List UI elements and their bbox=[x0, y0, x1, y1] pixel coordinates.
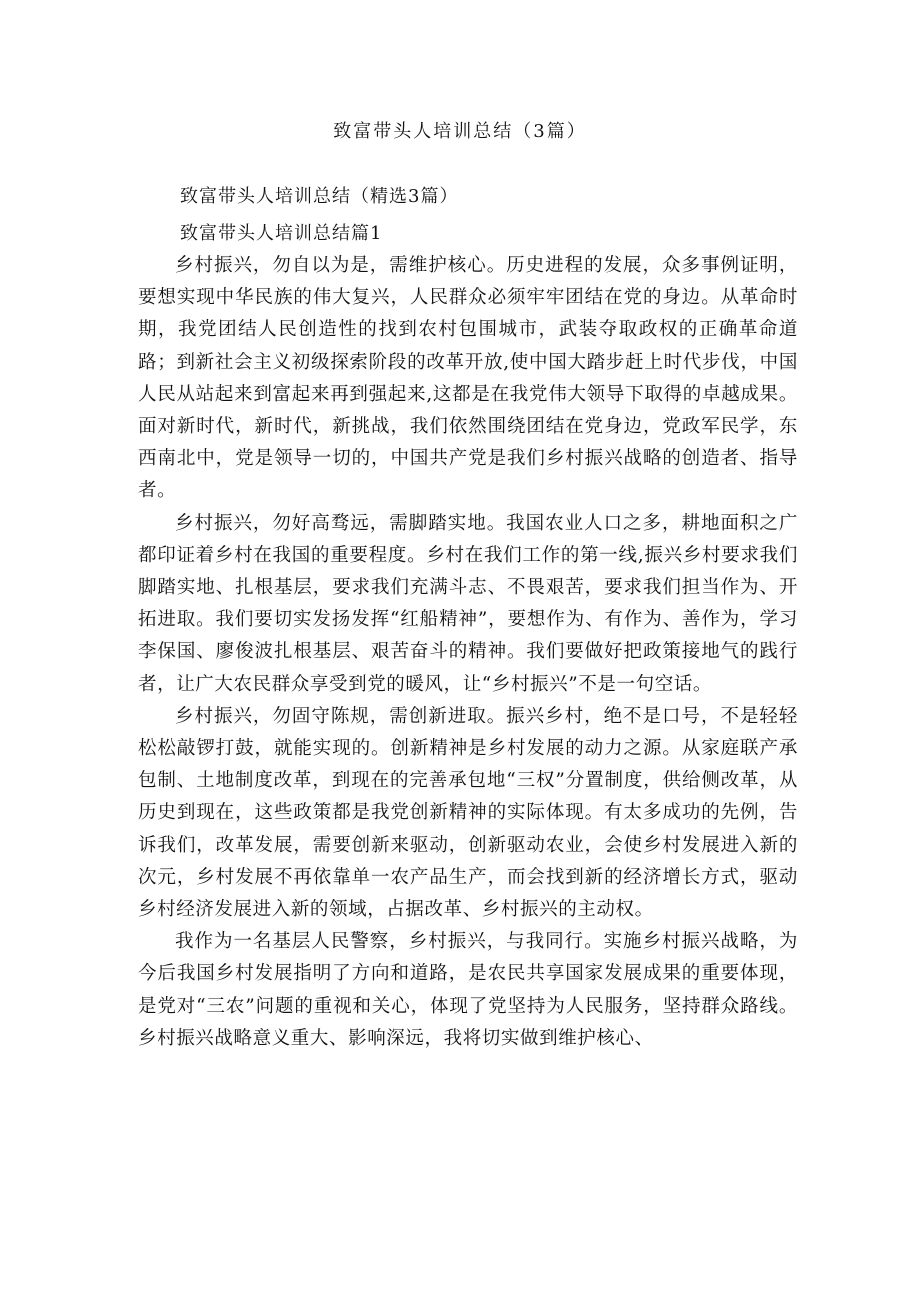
paragraph: 我作为一名基层人民警察，乡村振兴，与我同行。实施乡村振兴战略，为今后我国乡村发展指明了方向和道路，是农民共享国家发展成果的重要体现，是党对“三农”问题的重视和关心，体现了党坚持为人民服务，坚持群众路线。乡村振兴战略意义重大、影响深远，我将切实做到维护核心、 bbox=[138, 931, 798, 1049]
paragraph: 乡村振兴，勿自以为是，需维护核心。历史进程的发展，众多事例证明，要想实现中华民族的伟大复兴，人民群众必须牢牢团结在党的身边。从革命时期，我党团结人民创造性的找到农村包围城市，武装夺取政权的正确革命道路；到新社会主义初级探索阶段的改革开放,使中国大踏步赶上时代步伐，中国人民从站起来到富起来再到强起来,这都是在我党伟大领导下取得的卓越成果。面对新时代，新时代，新挑战，我们依然围绕团结在党身边，党政军民学，东西南北中，党是领导一切的，中国共产党是我们乡村振兴战略的创造者、指导者。 bbox=[138, 255, 798, 502]
section-heading: 致富带头人培训总结篇1 bbox=[180, 223, 383, 244]
document-title: 致富带头人培训总结（3篇） bbox=[333, 121, 587, 142]
body-text bbox=[138, 250, 798, 1055]
paragraph: 乡村振兴，勿好高骛远，需脚踏实地。我国农业人口之多，耕地面积之广都印证着乡村在我国的重要程度。乡村在我们工作的第一线,振兴乡村要求我们脚踏实地、扎根基层，要求我们充满斗志、不畏艰苦，要求我们担当作为、开拓进取。我们要切实发扬发挥“红船精神”，要想作为、有作为、善作为，学习李保国、廖俊波扎根基层、艰苦奋斗的精神。我们要做好把政策接地气的践行者，让广大农民群众享受到党的暖风，让“乡村振兴”不是一句空话。 bbox=[138, 512, 798, 695]
paragraph: 乡村振兴，勿固守陈规，需创新进取。振兴乡村，绝不是口号，不是轻轻松松敲锣打鼓，就能实现的。创新精神是乡村发展的动力之源。从家庭联产承包制、土地制度改革，到现在的完善承包地“三权”分置制度，供给侧改革，从历史到现在，这些政策都是我党创新精神的实际体现。有太多成功的先例，告诉我们，改革发展，需要创新来驱动，创新驱动农业，会使乡村发展进入新的次元，乡村发展不再依靠单一农产品生产，而会找到新的经济增长方式，驱动乡村经济发展进入新的领域，占据改革、乡村振兴的主动权。 bbox=[138, 705, 798, 921]
document-subtitle: 致富带头人培训总结（精选3篇） bbox=[180, 186, 459, 207]
